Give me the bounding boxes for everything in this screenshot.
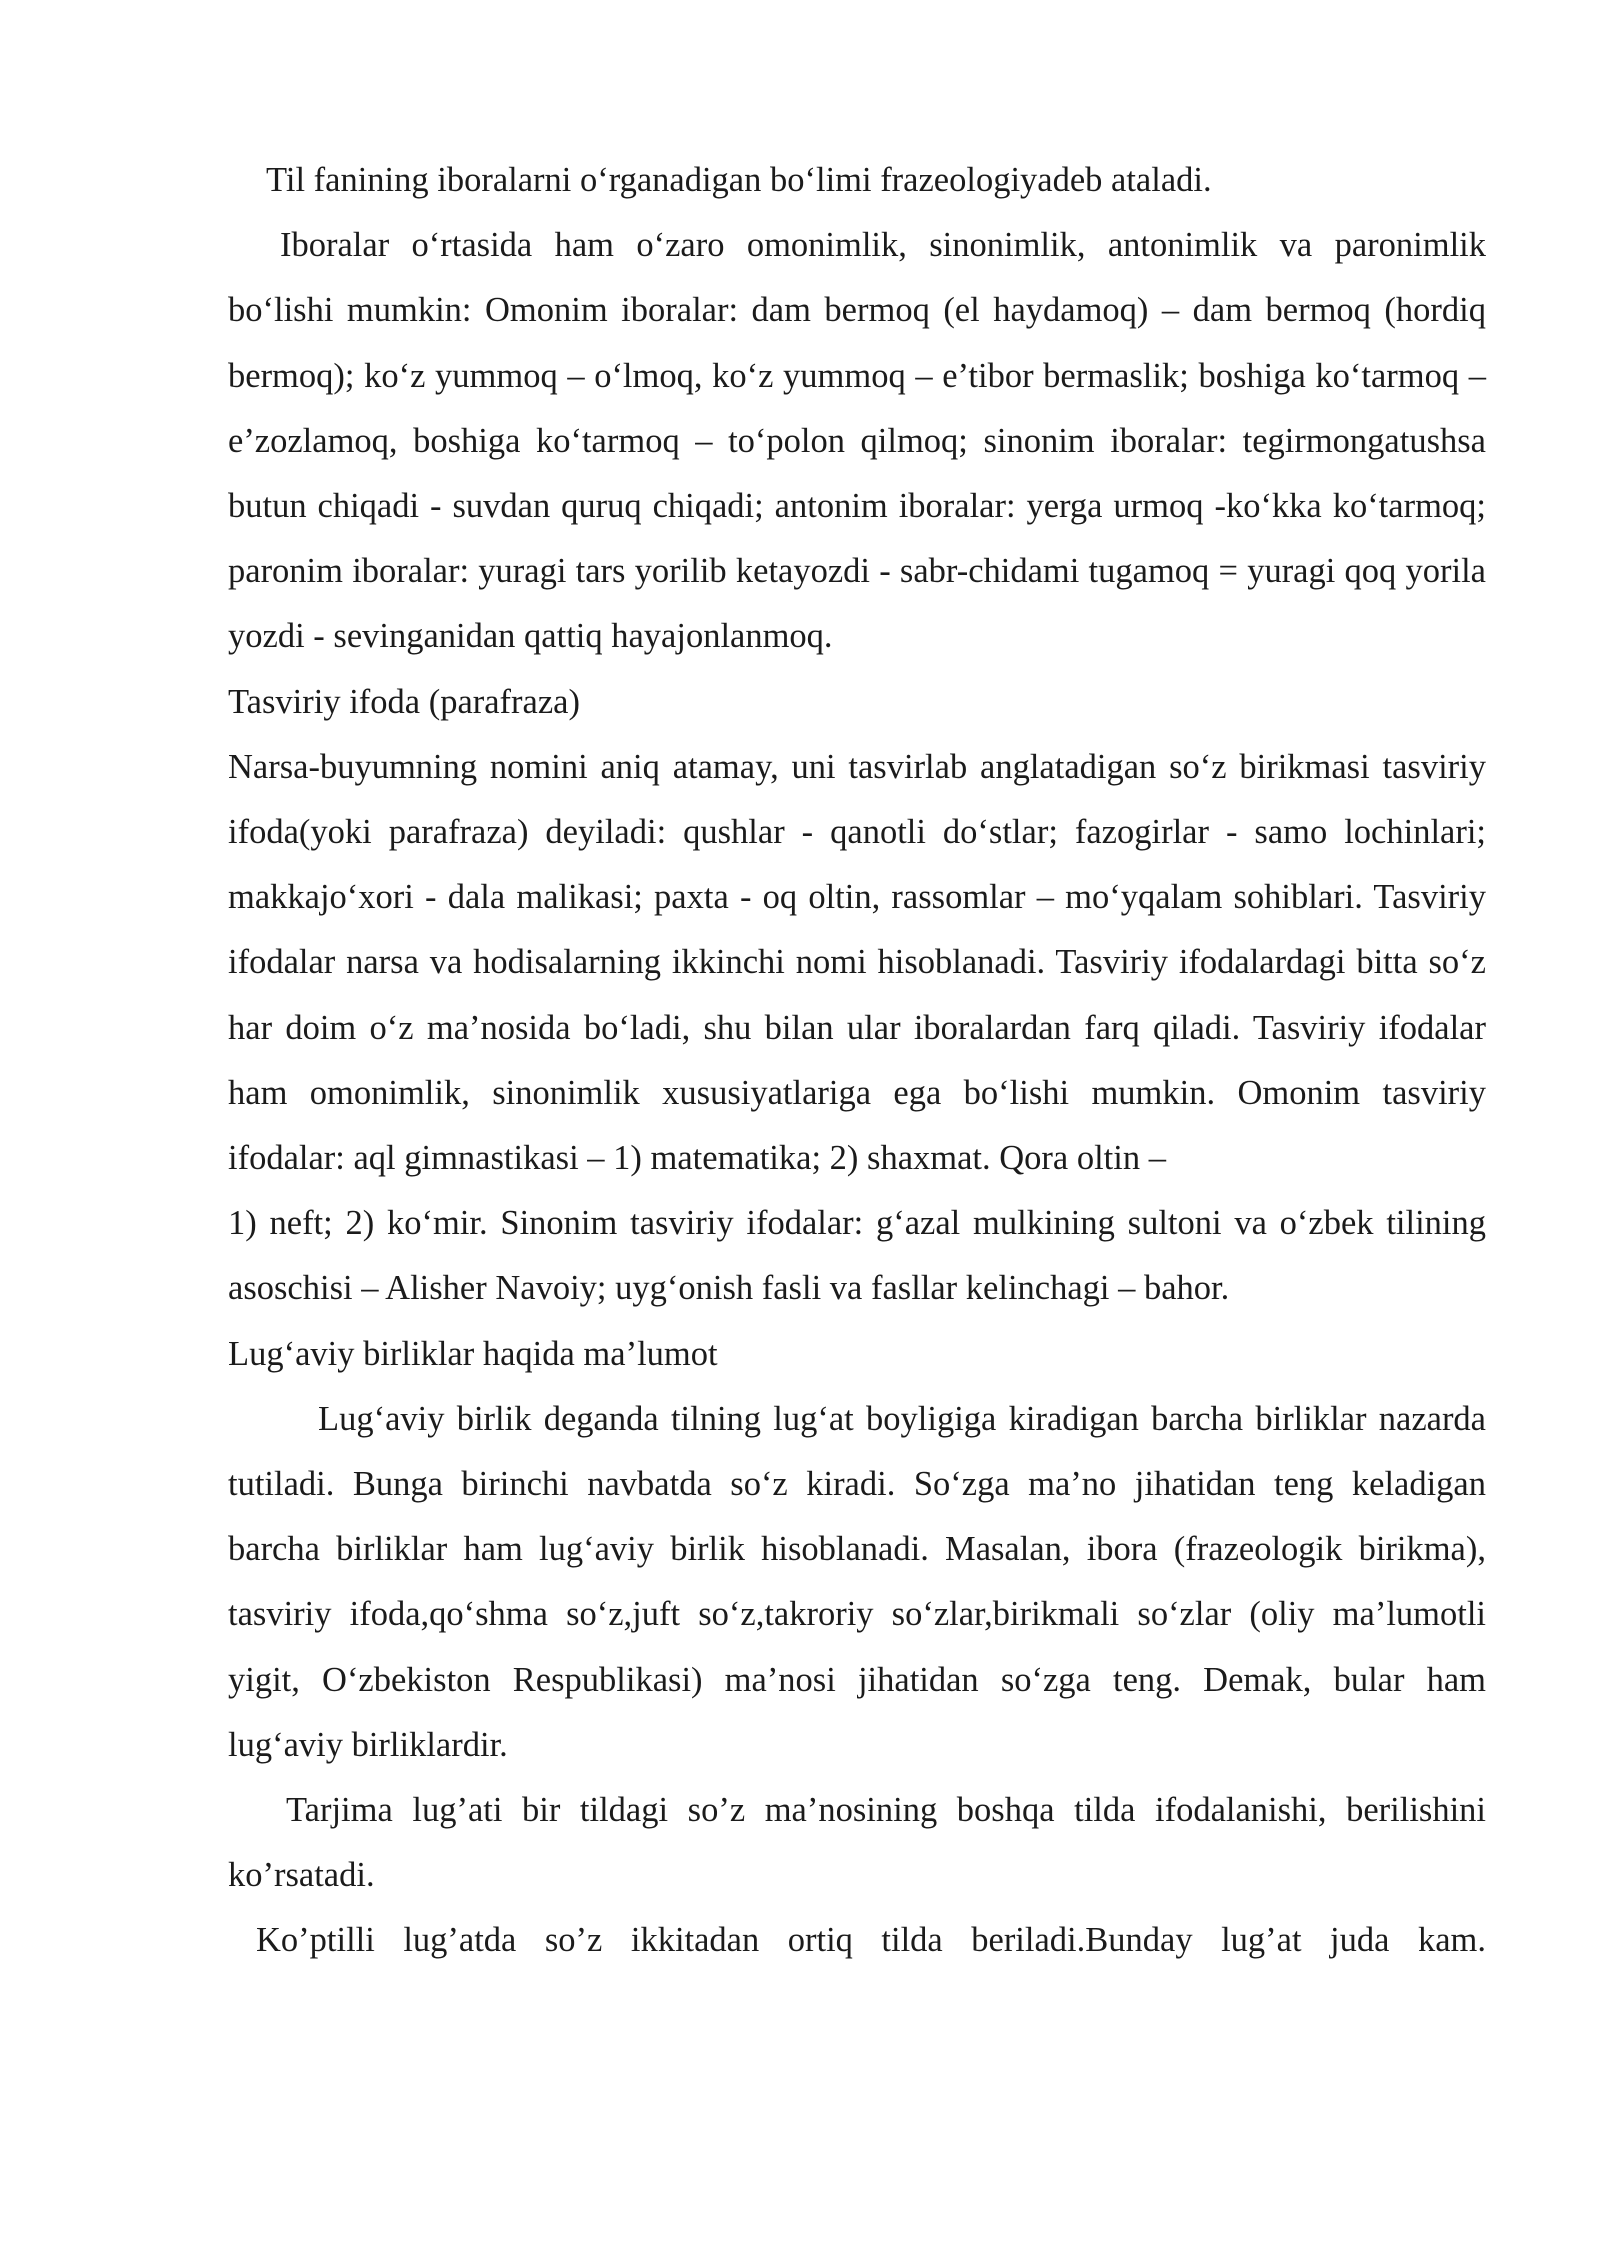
section-heading-lugaviy-birliklar: Lug‘aviy birliklar haqida ma’lumot [228, 1334, 718, 1373]
document-page [228, 148, 1486, 1974]
paragraph-frazeologiya-definition: Til fanining iboralarni o‘rganadigan bo‘limi frazeologiyadeb ataladi. [266, 161, 1212, 199]
paragraph-iboralar-relations: Iboralar o‘rtasida ham o‘zaro omonimlik, sinonimlik, antonimlik va paronimlik bo‘lishi mumkin: Omonim iboralar: dam bermoq (el haydamoq) – dam bermoq (hordiq bermoq); ko‘z yummoq – o‘lmoq, ko‘z yummoq – e’tibor bermaslik; boshiga ko‘tarmoq – e’zozlamoq, boshiga ko‘tarmoq – to‘polon qilmoq; sinonim iboralar: tegirmongatushsa butun chiqadi - suvdan quruq chiqadi; antonim iboralar: yerga urmoq -ko‘kka ko‘tarmoq; paronim iboralar: yuragi tars yorilib ketayozdi - sabr-chidami tugamoq = yuragi qoq yorila yozdi - sevinganidan qattiq hayajonlanmoq. [228, 226, 1486, 656]
paragraph-koptilli-lugat: Ko’ptilli lug’atda so’z ikkitadan ortiq tilda beriladi.Bunday lug’at juda kam. [256, 1921, 1486, 1960]
paragraph-tarjima-lugati: Tarjima lug’ati bir tildagi so’z ma’nosining boshqa tilda ifodalanishi, berilishini ko’rsatadi. [228, 1791, 1486, 1895]
paragraph-sinonim-tasviriy-ifodalar: 1) neft; 2) ko‘mir. Sinonim tasviriy ifodalar: g‘azal mulkining sultoni va o‘zbek tilining asoschisi – Alisher Navoiy; uyg‘onish fasli va fasllar kelinchagi – bahor. [228, 1204, 1486, 1308]
paragraph-tasviriy-ifoda-definition: Narsa-buyumning nomini aniq atamay, uni tasvirlab anglatadigan so‘z birikmasi tasviriy ifoda(yoki parafraza) deyiladi: qushlar - qanotli do‘stlar; fazogirlar - samo lochinlari; makkajo‘xori - dala malikasi; paxta - oq oltin, rassomlar – mo‘yqalam sohiblari. Tasviriy ifodalar narsa va hodisalarning ikkinchi nomi hisoblanadi. Tasviriy ifodalardagi bitta so‘z har doim o‘z ma’nosida bo‘ladi, shu bilan ular iboralardan farq qiladi. Tasviriy ifodalar ham omonimlik, sinonimlik xususiyatlariga ega bo‘lishi mumkin. Omonim tasviriy ifodalar: aql gimnastikasi – 1) matematika; 2) shaxmat. Qora oltin – [228, 747, 1486, 1178]
paragraph-lugaviy-birlik-definition: Lug‘aviy birlik deganda tilning lug‘at boyligiga kiradigan barcha birliklar nazarda tutiladi. Bunga birinchi navbatda so‘z kiradi. So‘zga ma’no jihatidan teng keladigan barcha birliklar ham lug‘aviy birlik hisoblanadi. Masalan, ibora (frazeologik birikma), tasviriy ifoda,qo‘shma so‘z,juft so‘z,takroriy so‘zlar,birikmali so‘zlar (oliy ma’lumotli yigit, O‘zbekiston Respublikasi) ma’nosi jihatidan so‘zga teng. Demak, bular ham lug‘aviy birliklardir. [228, 1399, 1486, 1764]
section-heading-tasviriy-ifoda: Tasviriy ifoda (parafraza) [228, 682, 580, 721]
